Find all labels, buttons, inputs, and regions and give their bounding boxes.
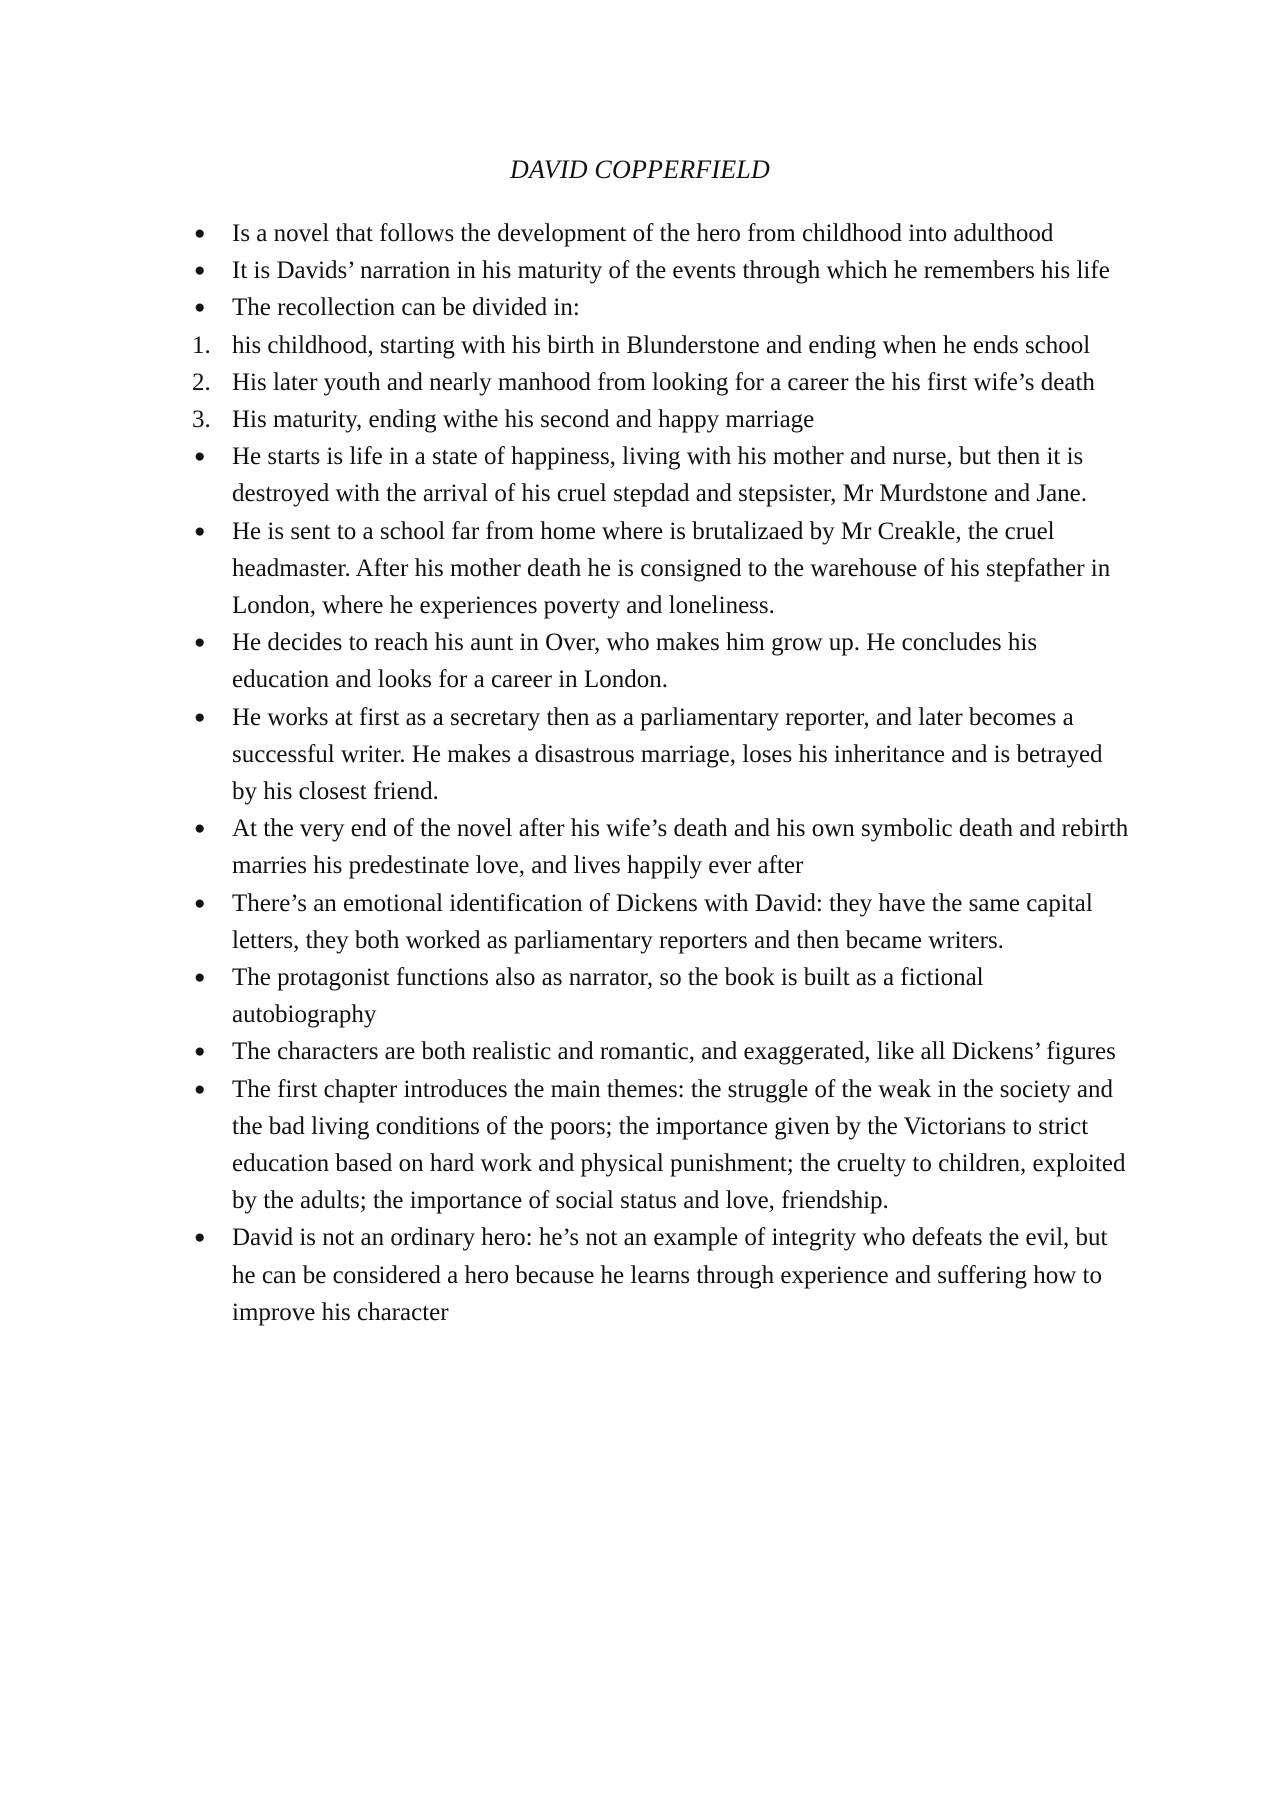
- bullet-marker: ●: [194, 1078, 206, 1100]
- list-item: [192, 1033, 1132, 1070]
- list-item: [192, 215, 1132, 252]
- number-marker: 3.: [192, 406, 211, 434]
- list-item-text: The recollection can be divided in:: [232, 294, 580, 322]
- list-item: [192, 959, 1132, 1033]
- list-item-text: The protagonist functions also as narrator, so the book is built as a fictional autobiography: [232, 964, 984, 1029]
- list-item: [192, 1219, 1132, 1331]
- notes-list: [192, 215, 1132, 1331]
- list-item: [192, 513, 1132, 625]
- number-marker: 1.: [192, 331, 211, 359]
- list-item-text: It is Davids’ narration in his maturity of the events through which he remembers his life: [232, 257, 1110, 285]
- list-item-text: His later youth and nearly manhood from looking for a career the his first wife’s death: [232, 368, 1095, 396]
- bullet-marker: ●: [194, 1227, 206, 1249]
- number-marker: 2.: [192, 368, 211, 396]
- list-item: [192, 252, 1132, 289]
- bullet-marker: ●: [194, 260, 206, 282]
- bullet-marker: ●: [194, 706, 206, 728]
- list-item-text: He works at first as a secretary then as a parliamentary reporter, and later becomes a successful writer. He makes a disastrous marriage, loses his inheritance and is betrayed by his closest friend.: [232, 703, 1103, 806]
- list-item-text: He starts is life in a state of happiness, living with his mother and nurse, but then it is destroyed with the arrival of his cruel stepdad and stepsister, Mr Murdstone and Jane.: [232, 443, 1088, 508]
- list-item-text: his childhood, starting with his birth in Blunderstone and ending when he ends school: [232, 331, 1091, 359]
- bullet-marker: ●: [194, 967, 206, 989]
- list-item: [192, 885, 1132, 959]
- list-item: [192, 810, 1132, 884]
- bullet-marker: ●: [194, 223, 206, 244]
- list-item-text: Is a novel that follows the development of the hero from childhood into adulthood: [232, 220, 1054, 247]
- list-item-text: The first chapter introduces the main themes: the struggle of the weak in the society and the bad living conditions of the poors; the importance given by the Victorians to strict education based on hard work and physical punishment; the cruelty to children, exploited by the adults; the importance of social status and love, friendship.: [232, 1075, 1126, 1215]
- bullet-marker: ●: [194, 1041, 206, 1063]
- numbered-item: [192, 364, 1132, 401]
- list-item: [192, 624, 1132, 698]
- list-item-text: At the very end of the novel after his wife’s death and his own symbolic death and rebirth marries his predestinate love, and lives happily ever after: [232, 815, 1129, 880]
- list-item-text: The characters are both realistic and romantic, and exaggerated, like all Dickens’ figures: [232, 1038, 1116, 1066]
- bullet-marker: ●: [194, 446, 206, 468]
- bullet-marker: ●: [194, 297, 206, 319]
- bullet-marker: ●: [194, 520, 206, 542]
- list-item-text: He is sent to a school far from home where is brutalizaed by Mr Creakle, the cruel headmaster. After his mother death he is consigned to the warehouse of his stepfather in London, where he experiences poverty and loneliness.: [232, 517, 1111, 620]
- numbered-item: [192, 327, 1132, 364]
- list-item-text: He decides to reach his aunt in Over, who makes him grow up. He concludes his education and looks for a career in London.: [232, 629, 1038, 694]
- bullet-marker: ●: [194, 632, 206, 654]
- list-item: [192, 438, 1132, 512]
- list-item: [192, 1071, 1132, 1220]
- list-item-text: His maturity, ending withe his second and happy marriage: [232, 406, 815, 434]
- list-item: [192, 289, 1132, 326]
- numbered-item: [192, 401, 1132, 438]
- bullet-marker: ●: [194, 818, 206, 840]
- list-item-text: David is not an ordinary hero: he’s not an example of integrity who defeats the evil, but he can be considered a hero because he learns through experience and suffering how to improve his character: [232, 1224, 1108, 1326]
- bullet-marker: ●: [194, 892, 206, 914]
- document-title: DAVID COPPERFIELD: [510, 155, 770, 184]
- list-item-text: There’s an emotional identification of Dickens with David: they have the same capital letters, they both worked as parliamentary reporters and then became writers.: [232, 889, 1093, 954]
- list-item: [192, 699, 1132, 811]
